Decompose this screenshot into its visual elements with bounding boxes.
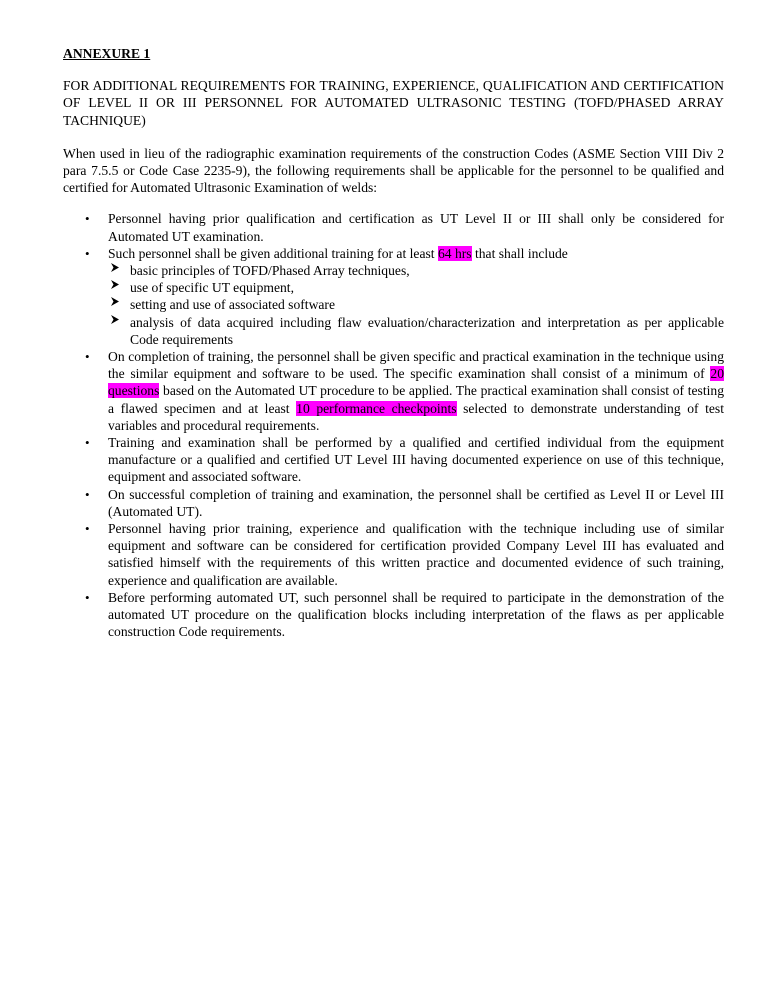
document-page	[63, 45, 724, 641]
list-item-text: Personnel having prior qualification and certification as UT Level II or III shall only be considered for Automated UT examination.	[108, 211, 724, 244]
sub-list-item	[108, 296, 724, 313]
list-item	[63, 486, 724, 520]
sub-list-item	[108, 314, 724, 348]
bullet-icon: •	[85, 435, 90, 451]
list-item	[63, 245, 724, 348]
arrowhead-icon	[110, 296, 120, 313]
training-topics-list	[108, 262, 724, 348]
list-item	[63, 434, 724, 486]
arrowhead-icon	[110, 279, 120, 296]
bullet-icon: •	[85, 486, 90, 502]
list-item-text: Training and examination shall be performed by a qualified and certified individual from the equipment manufacture or a qualified and certified UT Level III having documented experience on use of this technique, equipment and associated software.	[108, 435, 724, 485]
list-item-text: On successful completion of training and examination, the personnel shall be certified as Level II or Level III (Automated UT).	[108, 486, 724, 519]
list-item-text: Before performing automated UT, such personnel shall be required to participate in the demonstration of the automated UT procedure on the qualification blocks including interpretation of the flaws as per applicable construction Code requirements.	[108, 589, 724, 640]
document-title: ANNEXURE 1	[63, 46, 151, 61]
arrowhead-icon	[110, 262, 120, 279]
arrowhead-icon	[110, 314, 120, 331]
bullet-icon: •	[85, 245, 90, 261]
list-item-text: Personnel having prior training, experience and qualification with the technique including use of similar equipment and software can be considered for certification provided Company Level III has evaluated and satisfied himself with the requirements of this written practice and documented evidence of such training, experience and qualification are available.	[108, 521, 724, 588]
list-item-text: that shall include	[471, 245, 568, 261]
document-heading: FOR ADDITIONAL REQUIREMENTS FOR TRAINING, EXPERIENCE, QUALIFICATION AND CERTIFICATION OF LEVEL II OR III PERSONNEL FOR AUTOMATED ULTRASONIC TESTING (TOFD/PHASED ARRAY TACHNIQUE)	[63, 78, 724, 128]
list-item	[63, 520, 724, 589]
sub-list-item-text: setting and use of associated software	[130, 297, 335, 313]
highlighted-text: 64 hrs	[437, 245, 472, 261]
list-item	[63, 348, 724, 434]
list-item-text: Such personnel shall be given additional training for at least	[108, 245, 438, 261]
bullet-icon: •	[85, 521, 90, 537]
highlighted-text: 10 performance checkpoints	[296, 400, 457, 416]
list-item	[63, 589, 724, 641]
list-item	[63, 210, 724, 244]
bullet-icon: •	[85, 589, 90, 605]
sub-list-item	[108, 279, 724, 296]
intro-paragraph: When used in lieu of the radiographic examination requirements of the construction Codes (ASME Section VIII Div 2 para 7.5.5 or Code Case 2235-9), the following requirements shall be applicable for the personnel to be qualified and certified for Automated Ultrasonic Examination of welds:	[63, 145, 724, 196]
sub-list-item-text: basic principles of TOFD/Phased Array techniques,	[130, 263, 410, 279]
bullet-icon: •	[85, 349, 90, 365]
list-item-text: On completion of training, the personnel shall be given specific and practical examination in the technique using the similar equipment and software to be used. The specific examination shall consist of a minimum of	[108, 349, 724, 382]
bullet-icon: •	[85, 211, 90, 227]
list-item-text: based on the Automated UT procedure to be applied. The practical examination shall consist of testing a flawed specimen and at least	[108, 383, 724, 416]
sub-list-item-text: use of specific UT equipment,	[130, 280, 294, 296]
sub-list-item-text: analysis of data acquired including flaw evaluation/characterization and interpretation as per applicable Code requirements	[130, 314, 724, 347]
sub-list-item	[108, 262, 724, 279]
list-item-text: selected to demonstrate understanding of test variables and procedural requirements.	[108, 400, 724, 433]
highlighted-text: 20 questions	[108, 366, 724, 399]
requirements-list	[63, 210, 724, 640]
